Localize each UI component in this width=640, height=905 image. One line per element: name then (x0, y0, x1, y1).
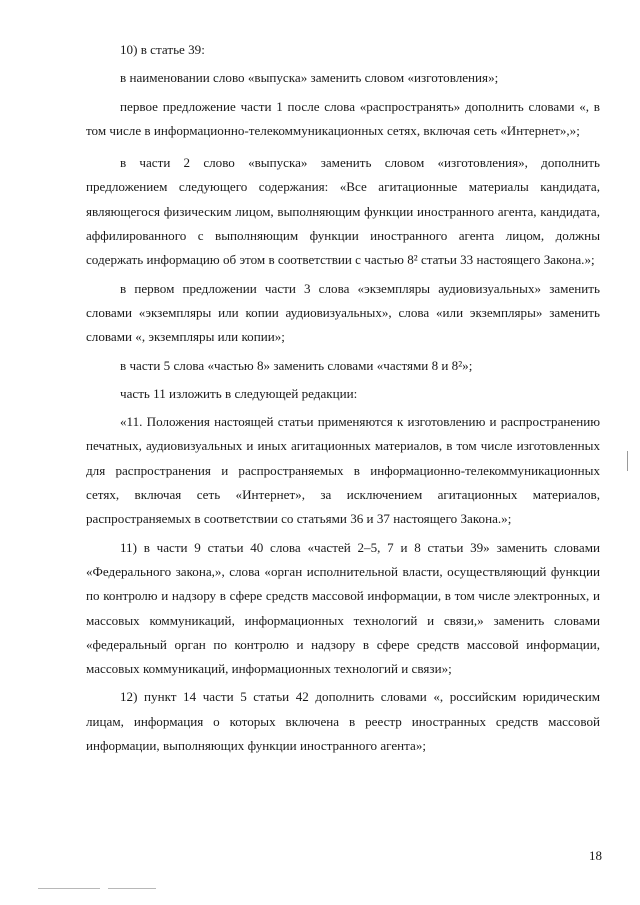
paragraph-item-11: 11) в части 9 статьи 40 слова «частей 2–5, 7 и 8 статьи 39» заменить словами «Федерального закона,», слова «орган исполнительной власти, осуществляющий функции по контролю и надзору в сфере средств массовой информации, в том числе электронных, и массовых коммуникаций, информационных технологий и связи,» заменить словами «федеральный орган по контролю и надзору в сфере средств массовой информации, массовых коммуникаций, информационных технологий и связи»; (86, 539, 600, 677)
paragraph-part-11-text: «11. Положения настоящей статьи применяются к изготовлению и распространению печатных, аудиовизуальных и иных агитационных материалов, в том числе изготовленных для распространения и распространяемых в информационно-телекоммуникационных сетях, включая сеть «Интернет», за исключением агитационных материалов, распространяемых в соответствии со статьями 36 и 37 настоящего Закона.»; (86, 414, 600, 527)
paragraph-part-11-intro: часть 11 изложить в следующей редакции: (120, 385, 358, 401)
paragraph-title-change: в наименовании слово «выпуска» заменить словом «изготовления»; (120, 70, 499, 86)
paragraph-part-1: первое предложение части 1 после слова «распространять» дополнить словами «, в том числе в информационно-телекоммуникационных сетях, включая сеть «Интернет»,»; (86, 98, 600, 138)
paragraph-part-3: в первом предложении части 3 слова «экземпляры аудиовизуальных» заменить словами «экземпляры или копии аудиовизуальных», слова «или экземпляры» заменить словами «, экземпляры или копии»; (86, 280, 600, 345)
paragraph-item-12: 12) пункт 14 части 5 статьи 42 дополнить словами «, российским юридическим лицам, информация о которых включена в реестр иностранных средств массовой информации, выполняющих функции иностранного агента»; (86, 689, 600, 754)
paragraph-part-5: в части 5 слова «частью 8» заменить словами «частями 8 и 8²»; (120, 357, 473, 373)
paragraph-part-2: в части 2 слово «выпуска» заменить словом «изготовления», дополнить предложением следующего содержания: «Все агитационные материалы кандидата, являющегося физическим лицом, выполняющим функции иностранного агента, кандидата, аффилированного с выполняющим функции иностранного агента лицом, должны содержать информацию об этом в соответствии с частью 8² статьи 33 настоящего Закона.»; (86, 155, 600, 268)
page-number: 18 (589, 848, 602, 863)
scan-bottom-rule-right (108, 888, 156, 889)
scan-margin-mark (627, 451, 628, 471)
scan-bottom-rule-left (38, 888, 100, 889)
paragraph-item-10: 10) в статье 39: (120, 42, 205, 57)
document-body (86, 38, 600, 762)
